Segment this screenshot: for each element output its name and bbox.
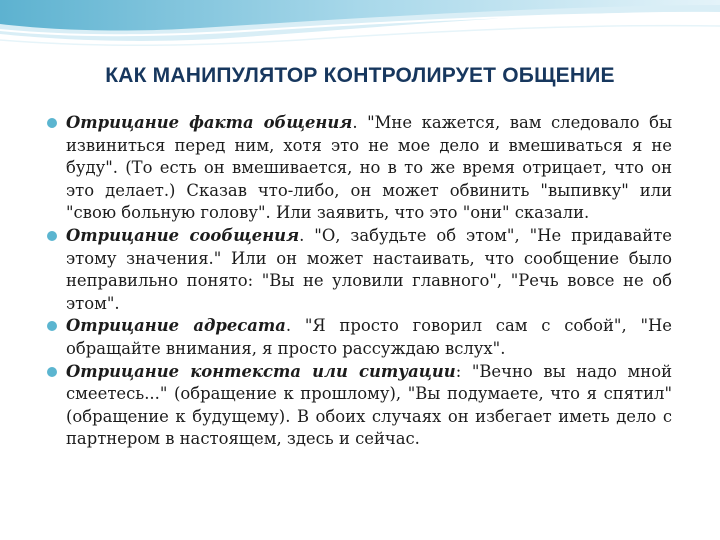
bullet-lead: Отрицание факта общения xyxy=(66,113,353,132)
bullet-body: . "О, забудьте об этом", "Не придавайте этому значения." Или он может настаивать, что сообщение было неправильно понято: "Вы не уловили главного", "Речь вовсе не об этом". xyxy=(66,225,672,313)
bullet-lead: Отрицание адресата xyxy=(66,316,286,336)
circle-bullet-icon xyxy=(46,230,58,242)
circle-bullet-icon xyxy=(46,320,58,332)
bullet-item xyxy=(44,112,672,225)
bullet-text xyxy=(66,225,672,315)
bullet-body: . "Я просто говорил сам с собой", "Не обращайте внимания, я просто рассуждаю вслух". xyxy=(66,316,672,358)
bullet-list xyxy=(44,112,672,451)
bullet-item xyxy=(44,361,672,451)
bullet-text xyxy=(66,315,672,360)
circle-bullet-icon xyxy=(46,117,58,129)
bullet-lead: Отрицание сообщения xyxy=(66,225,300,245)
bullet-body: : "Вечно вы надо мной смеетесь..." (обращение к прошлому), "Вы подумаете, что я спятил" (обращение к будущему). В обоих случаях он избегает иметь дело с партнером в настоящем, здесь и сейчас. xyxy=(66,361,672,449)
bullet-lead: Отрицание контекста или ситуации xyxy=(66,361,456,381)
slide-title: КАК МАНИПУЛЯТОР КОНТРОЛИРУЕТ ОБЩЕНИЕ xyxy=(105,64,615,87)
bullet-text xyxy=(66,112,672,225)
bullet-item xyxy=(44,225,672,315)
bullet-item xyxy=(44,315,672,360)
circle-bullet-icon xyxy=(46,366,58,378)
bullet-body: . "Мне кажется, вам следовало бы извиниться перед ним, хотя это не мое дело и вмешиваться я не буду". (То есть он вмешивается, но в то же время отрицает, что он это делает.) Сказав что-либо, он может обвинить "выпивку" или "свою больную голову". Или заявить, что это "они" сказали. xyxy=(66,113,672,223)
bullet-text xyxy=(66,361,672,451)
